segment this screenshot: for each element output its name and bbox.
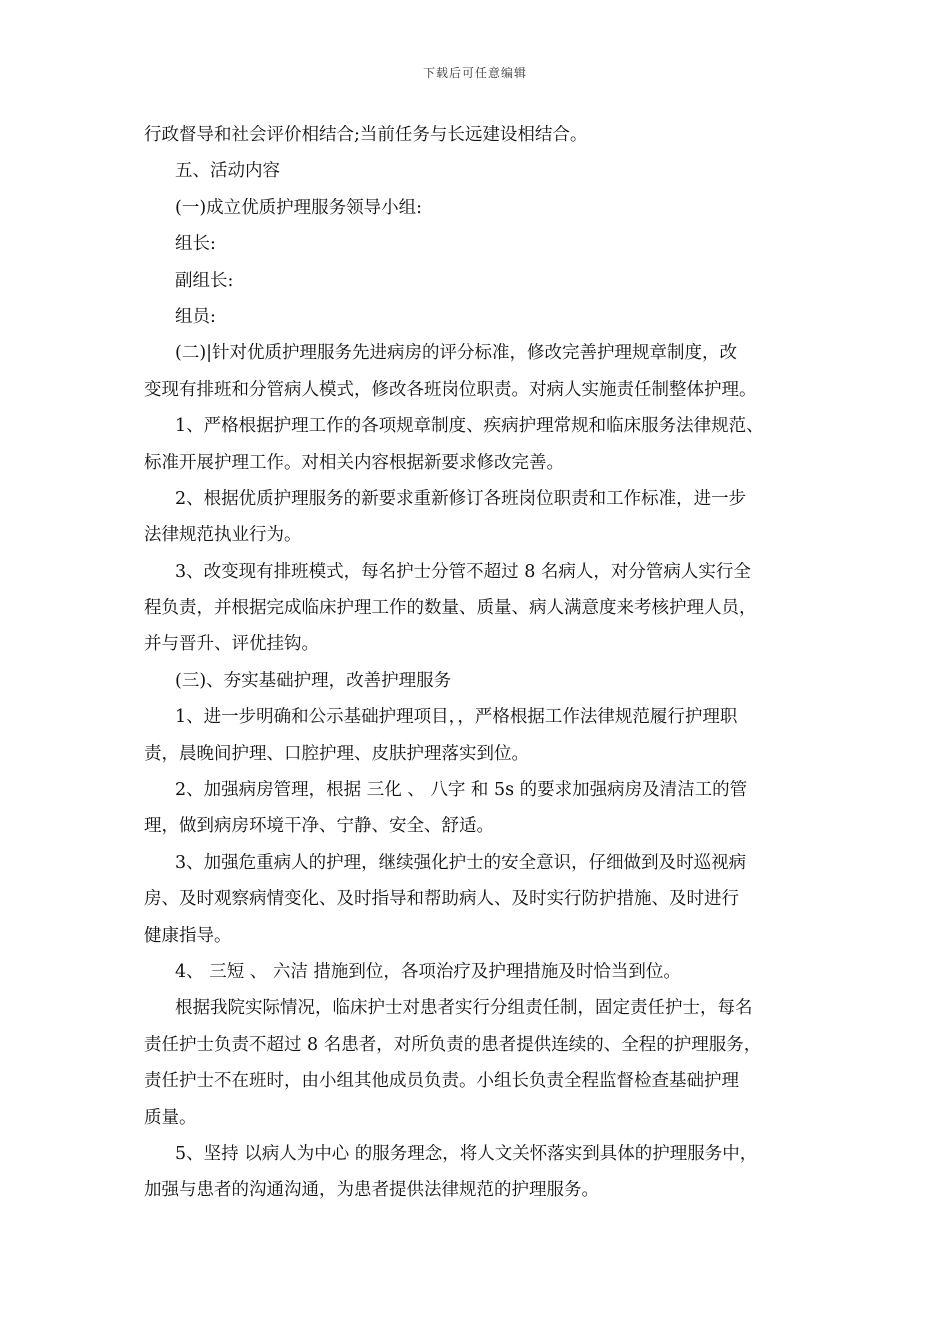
- text-line: 根据我院实际情况，临床护士对患者实行分组责任制，固定责任护士，每名: [175, 998, 753, 1019]
- page-header: 下载后可任意编辑: [422, 66, 527, 80]
- text-line: 质量。: [144, 1107, 197, 1128]
- text-line: 1、进一步明确和公示基础护理项目，，严格根据工作法律规范履行护理职: [175, 707, 738, 728]
- text-line: 行政督导和社会评价相结合;当前任务与长远建设相结合。: [144, 125, 588, 145]
- text-line: 程负责，并根据完成临床护理工作的数量、质量、病人满意度来考核护理人员，: [144, 598, 757, 619]
- text-line: 变现有排班和分管病人模式，修改各班岗位职责。对病人实施责任制整体护理。: [144, 379, 757, 400]
- text-line: 副组长:: [175, 270, 234, 291]
- text-line: 五、活动内容: [175, 161, 280, 182]
- text-line: 标准开展护理工作。对相关内容根据新要求修改完善。: [144, 452, 564, 473]
- text-line: 4、 三短 、 六洁 措施到位，各项治疗及护理措施及时恰当到位。: [175, 961, 681, 982]
- text-line: 责，晨晚间护理、口腔护理、皮肤护理落实到位。: [144, 743, 529, 764]
- text-line: 5、坚持 以病人为中心 的服务理念，将人文关怀落实到具体的护理服务中，: [175, 1143, 758, 1164]
- text-line: (三)、夯实基础护理，改善护理服务: [175, 670, 452, 691]
- text-line: 责任护士不在班时，由小组其他成员负责。小组长负责全程监督检查基础护理: [144, 1071, 739, 1092]
- text-line: 责任护士负责不超过 8 名患者，对所负责的患者提供连续的、全程的护理服务，: [144, 1034, 762, 1055]
- text-line: 2、加强病房管理，根据 三化 、 八字 和 5s 的要求加强病房及清洁工的管: [175, 780, 748, 801]
- text-line: 并与晋升、评优挂钩。: [144, 634, 319, 655]
- text-line: 3、加强危重病人的护理，继续强化护士的安全意识，仔细做到及时巡视病: [175, 852, 747, 873]
- text-line: 1、严格根据护理工作的各项规章制度、疾病护理常规和临床服务法律规范、: [175, 416, 764, 437]
- text-line: (一)成立优质护理服务领导小组:: [175, 197, 423, 218]
- text-line: (二)|针对优质护理服务先进病房的评分标准，修改完善护理规章制度，改: [175, 343, 738, 364]
- text-line: 组长:: [175, 234, 216, 255]
- text-line: 组员:: [175, 306, 216, 327]
- document-body: [144, 117, 808, 1209]
- text-line: 理，做到病房环境干净、宁静、安全、舒适。: [144, 816, 494, 837]
- text-line: 3、改变现有排班模式，每名护士分管不超过 8 名病人，对分管病人实行全: [175, 561, 751, 582]
- text-line: 法律规范执业行为。: [144, 525, 302, 546]
- text-line: 房、及时观察病情变化、及时指导和帮助病人、及时实行防护措施、及时进行: [144, 889, 739, 910]
- text-line: 健康指导。: [144, 925, 232, 946]
- text-line: 加强与患者的沟通沟通，为患者提供法律规范的护理服务。: [144, 1180, 599, 1201]
- text-line: 2、根据优质护理服务的新要求重新修订各班岗位职责和工作标准，进一步: [175, 488, 747, 509]
